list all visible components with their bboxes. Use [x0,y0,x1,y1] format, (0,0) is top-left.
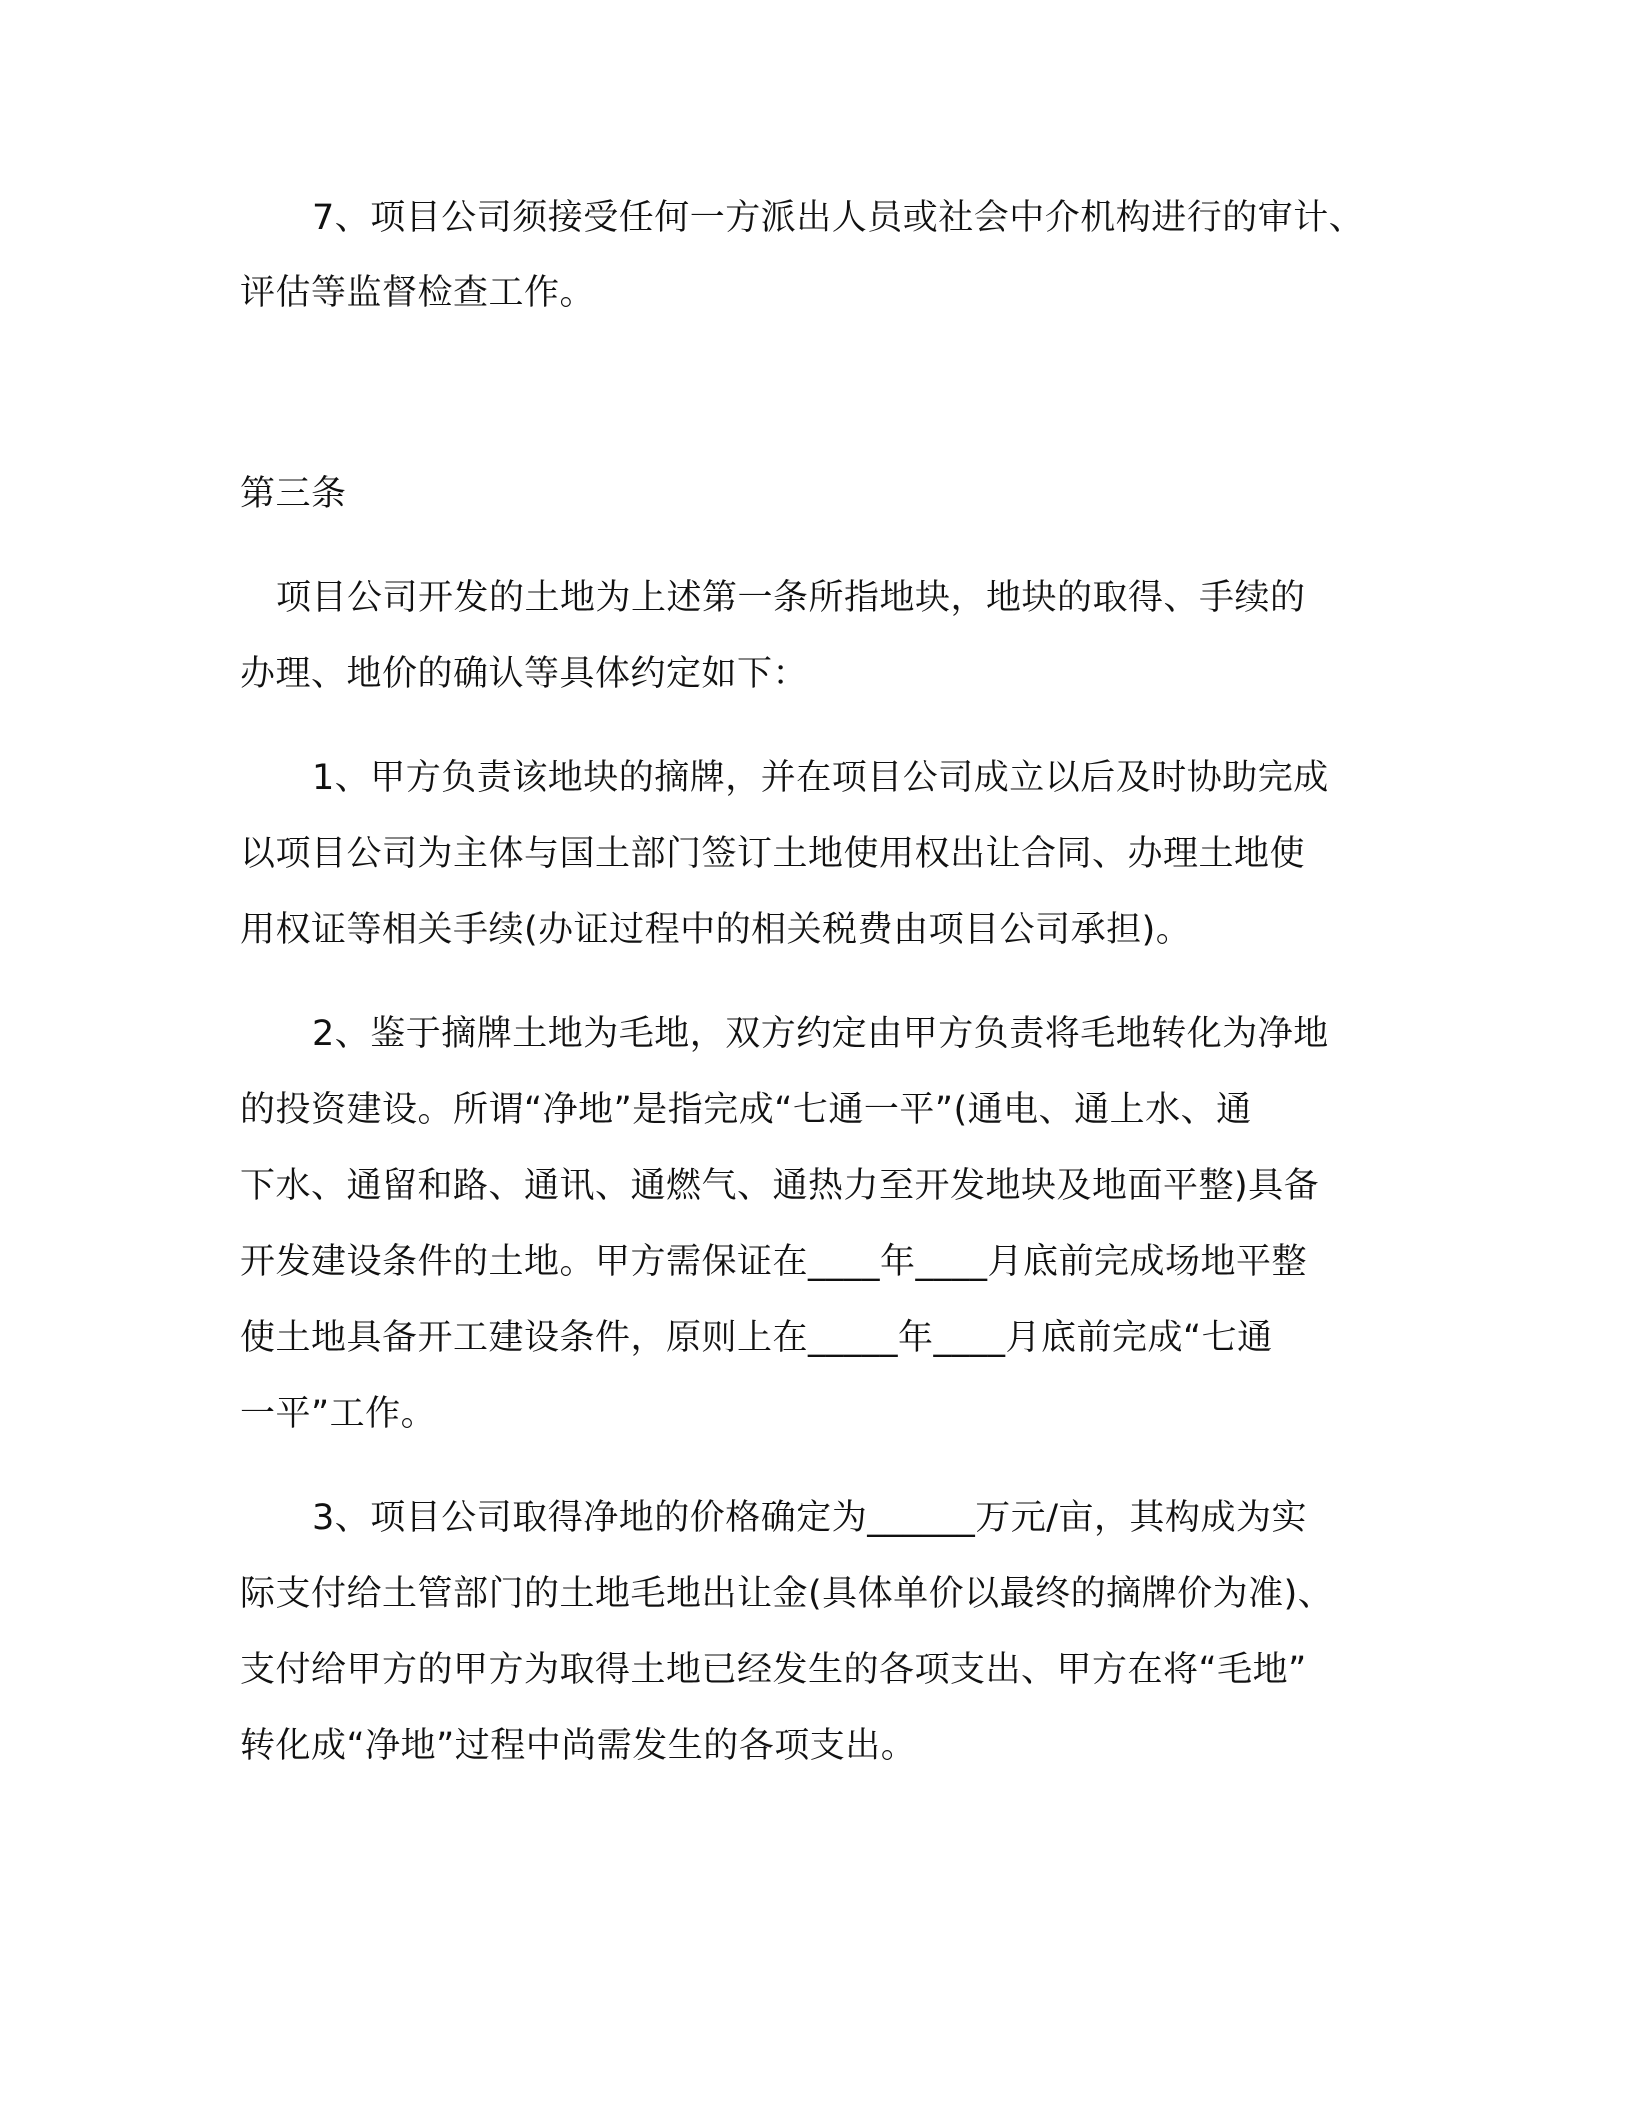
item2-line-1: 2、鉴于摘牌土地为毛地，双方约定由甲方负责将毛地转化为净地 [312,1014,1329,1054]
item2-line-2: 的投资建设。所谓“净地”是指完成“七通一平”(通电、通上水、通 [240,1090,1252,1130]
item1-line-1: 1、甲方负责该地块的摘牌，并在项目公司成立以后及时协助完成 [312,758,1329,798]
item2-line-4: 开发建设条件的土地。甲方需保证在____年____月底前完成场地平整 [240,1242,1308,1282]
article3-intro-line-1: 项目公司开发的土地为上述第一条所指地块，地块的取得、手续的 [276,578,1306,618]
item3-line-4: 转化成“净地”过程中尚需发生的各项支出。 [240,1726,917,1766]
item3-line-1: 3、项目公司取得净地的价格确定为______万元/亩，其构成为实 [312,1498,1308,1538]
item2-line-5: 使土地具备开工建设条件，原则上在_____年____月底前完成“七通 [240,1318,1273,1358]
item2-line-6: 一平”工作。 [240,1394,437,1434]
item1-line-2: 以项目公司为主体与国土部门签订土地使用权出让合同、办理土地使 [240,834,1306,874]
clause7-line-1: 7、项目公司须接受任何一方派出人员或社会中介机构进行的审计、 [312,198,1365,238]
clause7-line-2: 评估等监督检查工作。 [240,273,596,313]
article3-intro-line-2: 办理、地价的确认等具体约定如下： [240,654,809,694]
item3-line-2: 际支付给土管部门的土地毛地出让金(具体单价以最终的摘牌价为准)、 [240,1574,1334,1614]
item2-line-3: 下水、通留和路、通讯、通燃气、通热力至开发地块及地面平整)具备 [240,1166,1320,1206]
item3-line-3: 支付给甲方的甲方为取得土地已经发生的各项支出、甲方在将“毛地” [240,1650,1307,1690]
item1-line-3: 用权证等相关手续(办证过程中的相关税费由项目公司承担)。 [240,910,1192,950]
article3-heading: 第三条 [240,474,347,514]
